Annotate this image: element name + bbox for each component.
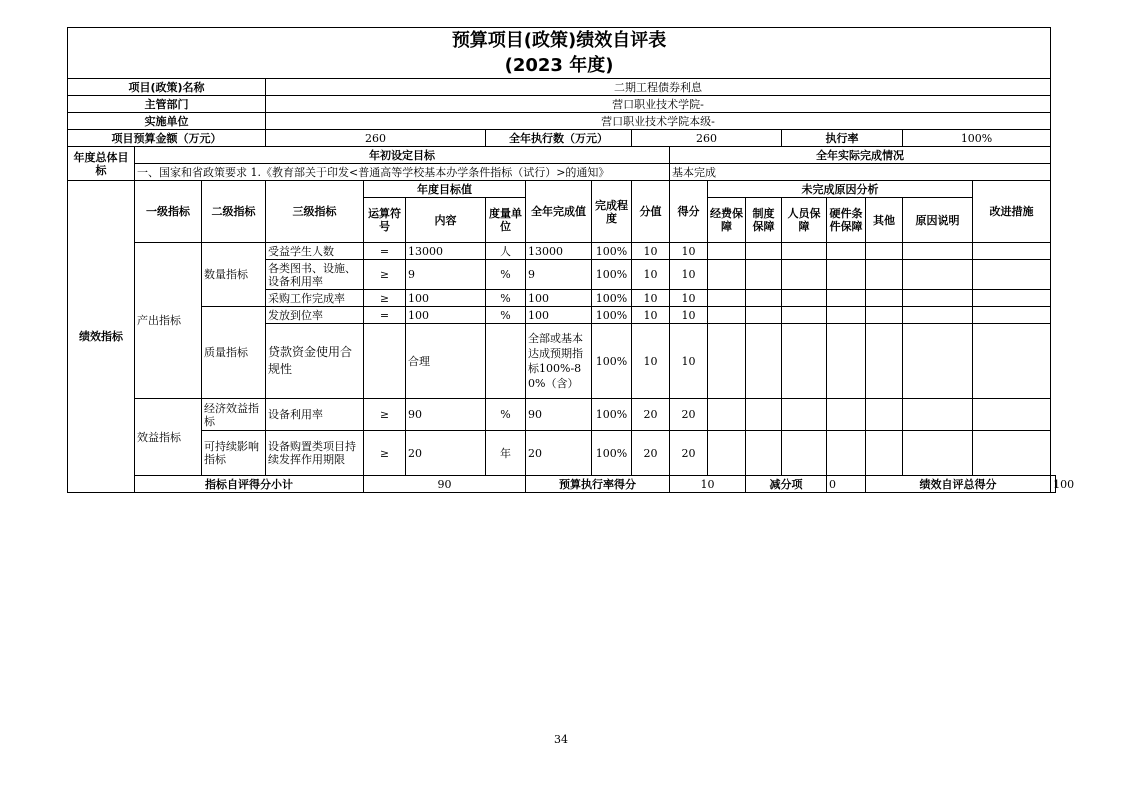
reason-note-header: 原因说明 — [903, 198, 973, 243]
row-points: 10 — [632, 324, 670, 399]
total-label: 绩效自评总得分 — [866, 476, 1051, 493]
row-points: 10 — [632, 243, 670, 260]
empty-cell — [827, 399, 866, 431]
empty-cell — [827, 307, 866, 324]
row-op: ≥ — [364, 431, 406, 476]
row-l3: 设备利用率 — [266, 399, 364, 431]
row-op: ≥ — [364, 399, 406, 431]
empty-cell — [746, 290, 782, 307]
empty-cell — [708, 431, 746, 476]
empty-cell — [708, 324, 746, 399]
row-unit: % — [486, 307, 526, 324]
empty-cell — [746, 399, 782, 431]
empty-cell — [827, 290, 866, 307]
row-points: 20 — [632, 399, 670, 431]
score-header: 得分 — [670, 181, 708, 243]
empty-cell — [746, 260, 782, 290]
points-header: 分值 — [632, 181, 670, 243]
empty-cell — [866, 290, 903, 307]
row-score: 20 — [670, 399, 708, 431]
row-points: 10 — [632, 307, 670, 324]
row-degree: 100% — [592, 260, 632, 290]
row-content: 9 — [406, 260, 486, 290]
empty-cell — [782, 307, 827, 324]
empty-cell — [903, 260, 973, 290]
empty-cell — [866, 260, 903, 290]
done-header: 全年完成值 — [526, 181, 592, 243]
empty-cell — [973, 307, 1051, 324]
row-content: 100 — [406, 290, 486, 307]
row-l3: 受益学生人数 — [266, 243, 364, 260]
group-benefit: 效益指标 — [135, 399, 202, 476]
empty-cell — [782, 243, 827, 260]
empty-cell — [903, 431, 973, 476]
empty-cell — [746, 307, 782, 324]
row-score: 10 — [670, 290, 708, 307]
reason-hardware-header: 硬件条件保障 — [827, 198, 866, 243]
l2-header: 二级指标 — [202, 181, 266, 243]
empty-cell — [903, 290, 973, 307]
empty-cell — [746, 431, 782, 476]
project-name-value: 二期工程债券利息 — [266, 79, 1051, 96]
group-economic: 经济效益指标 — [202, 399, 266, 431]
content-header: 内容 — [406, 198, 486, 243]
rate-value: 100% — [903, 130, 1051, 147]
row-points: 10 — [632, 290, 670, 307]
row-op: = — [364, 243, 406, 260]
impl-value: 营口职业技术学院本级- — [266, 113, 1051, 130]
target-header: 年度目标值 — [364, 181, 526, 198]
row-done: 100 — [526, 307, 592, 324]
budget-score-label: 预算执行率得分 — [526, 476, 670, 493]
row-l3: 设备购置类项目持续发挥作用期限 — [266, 431, 364, 476]
subtotal-value: 90 — [364, 476, 526, 493]
reason-system-header: 制度保障 — [746, 198, 782, 243]
empty-cell — [973, 399, 1051, 431]
row-done: 13000 — [526, 243, 592, 260]
row-l3: 各类图书、设施、设备利用率 — [266, 260, 364, 290]
row-content: 20 — [406, 431, 486, 476]
row-content: 13000 — [406, 243, 486, 260]
empty-cell — [903, 399, 973, 431]
row-op: = — [364, 307, 406, 324]
empty-cell — [746, 243, 782, 260]
title-line2: (2023 年度) — [504, 55, 614, 76]
row-content: 100 — [406, 307, 486, 324]
empty-cell — [827, 324, 866, 399]
reason-header: 未完成原因分析 — [708, 181, 973, 198]
row-l3: 采购工作完成率 — [266, 290, 364, 307]
perf-indicator-label: 绩效指标 — [68, 181, 135, 493]
total-value: 100 — [1051, 476, 1056, 493]
deduct-label: 减分项 — [746, 476, 827, 493]
page-number: 34 — [554, 733, 568, 746]
group-output: 产出指标 — [135, 243, 202, 399]
row-done: 20 — [526, 431, 592, 476]
reason-other-header: 其他 — [866, 198, 903, 243]
exec-label: 全年执行数（万元） — [486, 130, 632, 147]
exec-value: 260 — [632, 130, 782, 147]
row-unit: % — [486, 260, 526, 290]
rate-label: 执行率 — [782, 130, 903, 147]
empty-cell — [827, 431, 866, 476]
empty-cell — [866, 399, 903, 431]
empty-cell — [782, 399, 827, 431]
row-done: 全部或基本达成预期指标100%-80%（含） — [526, 324, 592, 399]
row-l3: 贷款资金使用合规性 — [266, 324, 364, 399]
empty-cell — [708, 399, 746, 431]
empty-cell — [782, 431, 827, 476]
row-unit: 年 — [486, 431, 526, 476]
degree-header: 完成程度 — [592, 181, 632, 243]
empty-cell — [973, 431, 1051, 476]
row-degree: 100% — [592, 431, 632, 476]
row-points: 20 — [632, 431, 670, 476]
row-degree: 100% — [592, 243, 632, 260]
empty-cell — [782, 290, 827, 307]
reason-staff-header: 人员保障 — [782, 198, 827, 243]
row-unit: 人 — [486, 243, 526, 260]
row-done: 9 — [526, 260, 592, 290]
budget-value: 260 — [266, 130, 486, 147]
row-points: 10 — [632, 260, 670, 290]
row-score: 10 — [670, 324, 708, 399]
annual-goal-label: 年度总体目标 — [68, 147, 135, 181]
empty-cell — [827, 260, 866, 290]
project-name-label: 项目(政策)名称 — [68, 79, 266, 96]
row-op — [364, 324, 406, 399]
row-degree: 100% — [592, 399, 632, 431]
group-quality: 质量指标 — [202, 307, 266, 399]
empty-cell — [708, 260, 746, 290]
empty-cell — [866, 431, 903, 476]
row-content: 90 — [406, 399, 486, 431]
actual-header: 全年实际完成情况 — [670, 147, 1051, 164]
row-l3: 发放到位率 — [266, 307, 364, 324]
row-score: 10 — [670, 307, 708, 324]
row-degree: 100% — [592, 290, 632, 307]
l1-header: 一级指标 — [135, 181, 202, 243]
budget-score-value: 10 — [670, 476, 746, 493]
row-op: ≥ — [364, 260, 406, 290]
reason-funding-header: 经费保障 — [708, 198, 746, 243]
group-sustain: 可持续影响指标 — [202, 431, 266, 476]
op-header: 运算符号 — [364, 198, 406, 243]
row-score: 10 — [670, 260, 708, 290]
deduct-value: 0 — [827, 476, 866, 493]
row-degree: 100% — [592, 307, 632, 324]
empty-cell — [708, 243, 746, 260]
dept-value: 营口职业技术学院- — [266, 96, 1051, 113]
empty-cell — [827, 243, 866, 260]
empty-cell — [973, 260, 1051, 290]
actual-text: 基本完成 — [670, 164, 1051, 181]
row-done: 90 — [526, 399, 592, 431]
empty-cell — [903, 307, 973, 324]
set-goal-header: 年初设定目标 — [135, 147, 670, 164]
empty-cell — [708, 307, 746, 324]
empty-cell — [746, 324, 782, 399]
row-done: 100 — [526, 290, 592, 307]
set-goal-text: 一、国家和省政策要求 1.《教育部关于印发<普通高等学校基本办学条件指标（试行）>的通知》 — [135, 164, 670, 181]
table-title — [68, 28, 1051, 79]
performance-table — [67, 27, 1075, 493]
group-quantity: 数量指标 — [202, 243, 266, 307]
row-unit: % — [486, 290, 526, 307]
row-unit — [486, 324, 526, 399]
subtotal-label: 指标自评得分小计 — [135, 476, 364, 493]
budget-label: 项目预算金额（万元） — [68, 130, 266, 147]
empty-cell — [782, 260, 827, 290]
empty-cell — [903, 324, 973, 399]
row-degree: 100% — [592, 324, 632, 399]
row-score: 20 — [670, 431, 708, 476]
impl-label: 实施单位 — [68, 113, 266, 130]
row-unit: % — [486, 399, 526, 431]
empty-cell — [973, 243, 1051, 260]
empty-cell — [866, 324, 903, 399]
empty-cell — [973, 290, 1051, 307]
empty-cell — [708, 290, 746, 307]
row-score: 10 — [670, 243, 708, 260]
empty-cell — [866, 243, 903, 260]
unit-header: 度量单位 — [486, 198, 526, 243]
improve-header: 改进措施 — [973, 181, 1051, 243]
empty-cell — [903, 243, 973, 260]
empty-cell — [782, 324, 827, 399]
l3-header: 三级指标 — [266, 181, 364, 243]
empty-cell — [866, 307, 903, 324]
empty-cell — [973, 324, 1051, 399]
row-content: 合理 — [406, 324, 486, 399]
row-op: ≥ — [364, 290, 406, 307]
dept-label: 主管部门 — [68, 96, 266, 113]
title-line1: 预算项目(政策)绩效自评表 — [451, 30, 667, 51]
